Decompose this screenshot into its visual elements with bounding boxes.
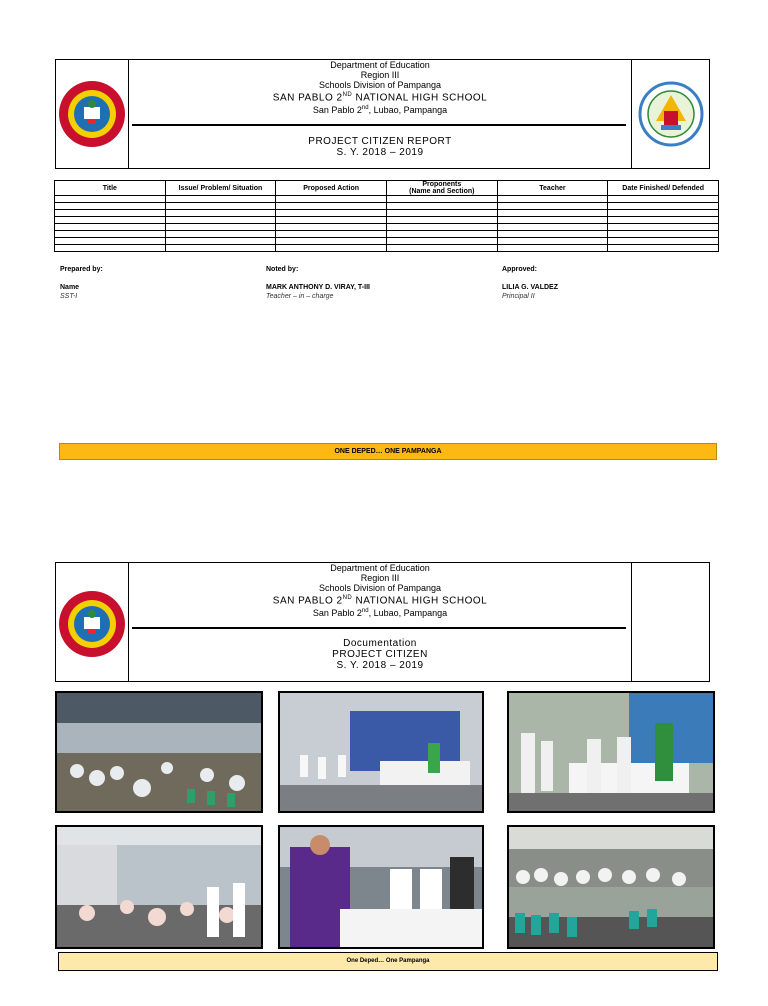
documentation-header <box>55 562 710 682</box>
report-school-year: S. Y. 2018 – 2019 <box>336 147 424 158</box>
doc-title: Documentation <box>343 638 417 649</box>
region-name: Region III <box>360 70 400 80</box>
prepared-name: Name <box>60 284 80 291</box>
header-divider <box>132 124 626 126</box>
dept-name: Department of Education <box>330 60 430 70</box>
prepared-by-block <box>60 265 230 301</box>
col-action: Proposed Action <box>276 181 387 196</box>
dept-name: Department of Education <box>330 563 430 573</box>
photo-6 <box>507 825 715 949</box>
school-name: SAN PABLO 2ND NATIONAL HIGH SCHOOL <box>272 92 488 104</box>
approved-name: LILIA G. VALDEZ <box>502 284 558 291</box>
deped-logo-icon <box>57 79 127 149</box>
doc-school-year: S. Y. 2018 – 2019 <box>336 660 424 671</box>
photo-4 <box>55 825 263 949</box>
table-row <box>55 245 719 252</box>
school-name: SAN PABLO 2ND NATIONAL HIGH SCHOOL <box>272 595 488 607</box>
deped-logo-cell <box>56 60 129 168</box>
photo-3 <box>507 691 715 813</box>
doc-subtitle: PROJECT CITIZEN <box>332 649 428 660</box>
report-table <box>54 180 719 252</box>
col-date: Date Finished/ Defended <box>608 181 719 196</box>
table-row <box>55 231 719 238</box>
approved-label: Approved: <box>502 266 537 273</box>
documentation-title-block <box>128 638 632 671</box>
deped-logo-cell-2 <box>56 563 129 681</box>
noted-label: Noted by: <box>266 266 299 273</box>
noted-by-block <box>266 265 466 301</box>
noted-name: MARK ANTHONY D. VIRAY, T-III <box>266 284 370 291</box>
deped-logo-icon <box>57 589 127 659</box>
col-proponents: Proponents (Name and Section) <box>386 181 497 196</box>
school-logo-cell <box>631 60 709 168</box>
header-text-2 <box>128 563 632 618</box>
footer-banner: ONE DEPED… ONE PAMPANGA <box>59 443 717 460</box>
col-teacher: Teacher <box>497 181 608 196</box>
report-header <box>55 59 710 169</box>
region-name: Region III <box>360 573 400 583</box>
report-title: PROJECT CITIZEN REPORT <box>308 136 452 147</box>
noted-role: Teacher – in – charge <box>266 293 334 300</box>
table-row <box>55 224 719 231</box>
approved-role: Principal II <box>502 293 535 300</box>
school-address: San Pablo 2nd, Lubao, Pampanga <box>312 105 448 116</box>
prepared-role: SST-I <box>60 293 78 300</box>
table-row <box>55 210 719 217</box>
division-name: Schools Division of Pampanga <box>318 583 442 593</box>
photo-1 <box>55 691 263 813</box>
report-title-block <box>128 136 632 158</box>
table-row <box>55 196 719 203</box>
header-text <box>128 60 632 115</box>
header-divider-2 <box>132 627 626 629</box>
empty-logo-cell <box>631 563 709 681</box>
col-issue: Issue/ Problem/ Situation <box>165 181 276 196</box>
photo-2 <box>278 691 484 813</box>
footer-banner-2: One Deped… One Pampanga <box>58 952 718 971</box>
table-row <box>55 217 719 224</box>
table-header-row <box>55 181 719 196</box>
prepared-label: Prepared by: <box>60 266 103 273</box>
school-seal-icon <box>638 81 704 147</box>
table-row <box>55 203 719 210</box>
table-row <box>55 238 719 245</box>
school-address: San Pablo 2nd, Lubao, Pampanga <box>312 608 448 619</box>
approved-block <box>502 265 702 301</box>
col-title: Title <box>55 181 166 196</box>
photo-5 <box>278 825 484 949</box>
division-name: Schools Division of Pampanga <box>318 80 442 90</box>
